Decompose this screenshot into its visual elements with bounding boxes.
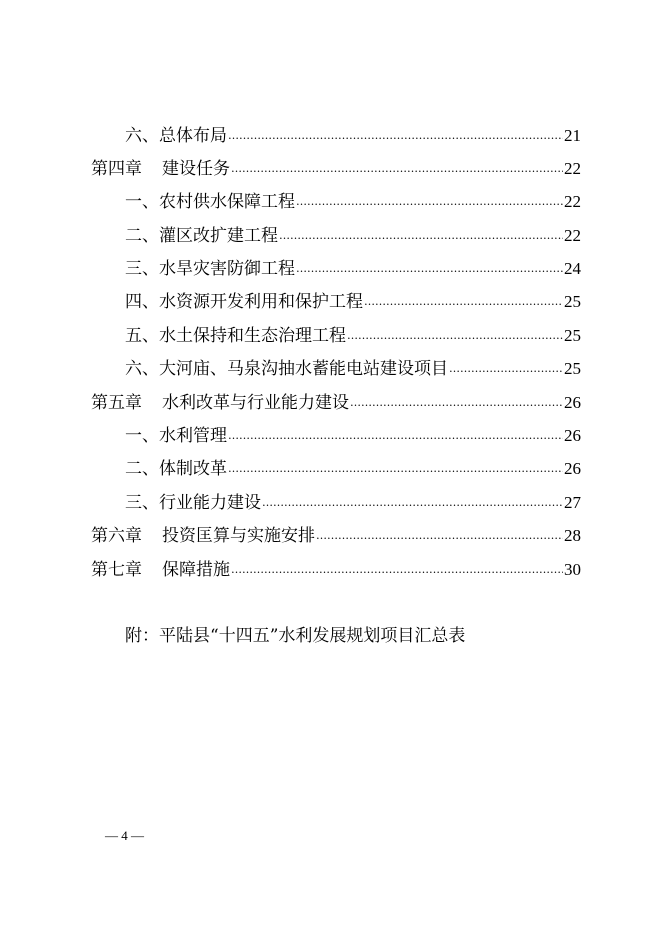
toc-entry-title: 五、水土保持和生态治理工程 <box>125 326 346 346</box>
toc-entry-title: 水利改革与行业能力建设 <box>162 393 349 413</box>
toc-entry-page: 25 <box>564 326 581 345</box>
toc-entry-page: 24 <box>564 259 581 278</box>
toc-chapter-entry <box>91 557 581 583</box>
page-number: — 4 — <box>105 828 144 843</box>
appendix-note: 附：平陆县“十四五”水利发展规划项目汇总表 <box>125 626 466 646</box>
toc-entry-title: 一、农村供水保障工程 <box>125 192 295 212</box>
toc-chapter-heading <box>91 557 230 583</box>
toc-entry-page: 26 <box>564 459 581 478</box>
toc-entry-title: 投资匡算与实施安排 <box>162 526 315 546</box>
toc-chapter-number: 第六章 <box>91 526 142 546</box>
toc-entry-page: 26 <box>564 426 581 445</box>
toc-chapter-entry <box>91 156 581 182</box>
toc-entry <box>125 256 581 282</box>
toc-entry <box>125 423 581 449</box>
toc-chapter-heading <box>91 390 349 416</box>
toc-entry <box>125 189 581 215</box>
toc-leader-dots <box>296 256 563 282</box>
toc-leader-dots <box>228 456 563 482</box>
toc-entry-title: 三、水旱灾害防御工程 <box>125 259 295 279</box>
toc-entry-title: 六、大河庙、马泉沟抽水蓄能电站建设项目 <box>125 359 448 379</box>
toc-leader-dots <box>231 557 563 583</box>
toc-leader-dots <box>262 490 563 516</box>
toc-chapter-number: 第四章 <box>91 159 142 179</box>
toc-entry-page: 25 <box>564 292 581 311</box>
toc-entry <box>125 289 581 315</box>
toc-leader-dots <box>316 523 563 549</box>
toc-entry-title: 二、灌区改扩建工程 <box>125 226 278 246</box>
toc-leader-dots <box>228 423 563 449</box>
toc-entry <box>125 456 581 482</box>
toc-entry-page: 22 <box>564 159 581 178</box>
toc-entry <box>125 223 581 249</box>
toc-leader-dots <box>296 189 563 215</box>
toc-chapter-heading <box>91 156 230 182</box>
toc-entry-page: 25 <box>564 359 581 378</box>
toc-entry-title: 二、体制改革 <box>125 459 227 479</box>
toc-entry-title: 保障措施 <box>162 560 230 580</box>
toc-chapter-heading <box>91 523 315 549</box>
toc-chapter-entry <box>91 523 581 549</box>
toc-entry-title: 一、水利管理 <box>125 426 227 446</box>
toc-entry-page: 21 <box>564 126 581 145</box>
toc-entry-page: 22 <box>564 192 581 211</box>
toc-entry <box>125 323 581 349</box>
toc-entry-page: 26 <box>564 393 581 412</box>
toc-entry-title: 六、总体布局 <box>125 126 227 146</box>
toc-leader-dots <box>347 323 563 349</box>
toc-leader-dots <box>350 390 563 416</box>
toc-leader-dots <box>364 289 563 315</box>
toc-leader-dots <box>449 356 563 382</box>
toc-leader-dots <box>231 156 563 182</box>
toc-entry-title: 建设任务 <box>162 159 230 179</box>
toc-chapter-number: 第七章 <box>91 560 142 580</box>
toc-chapter-entry <box>91 390 581 416</box>
toc-entry <box>125 490 581 516</box>
toc-entry-page: 27 <box>564 493 581 512</box>
toc-entry-page: 28 <box>564 526 581 545</box>
toc-entry-page: 22 <box>564 226 581 245</box>
toc-leader-dots <box>228 123 563 149</box>
toc-entry <box>125 123 581 149</box>
toc-entry <box>125 356 581 382</box>
toc-entry-title: 三、行业能力建设 <box>125 493 261 513</box>
toc-leader-dots <box>279 223 563 249</box>
toc-entry-title: 四、水资源开发利用和保护工程 <box>125 292 363 312</box>
toc-chapter-number: 第五章 <box>91 393 142 413</box>
toc-entry-page: 30 <box>564 560 581 579</box>
